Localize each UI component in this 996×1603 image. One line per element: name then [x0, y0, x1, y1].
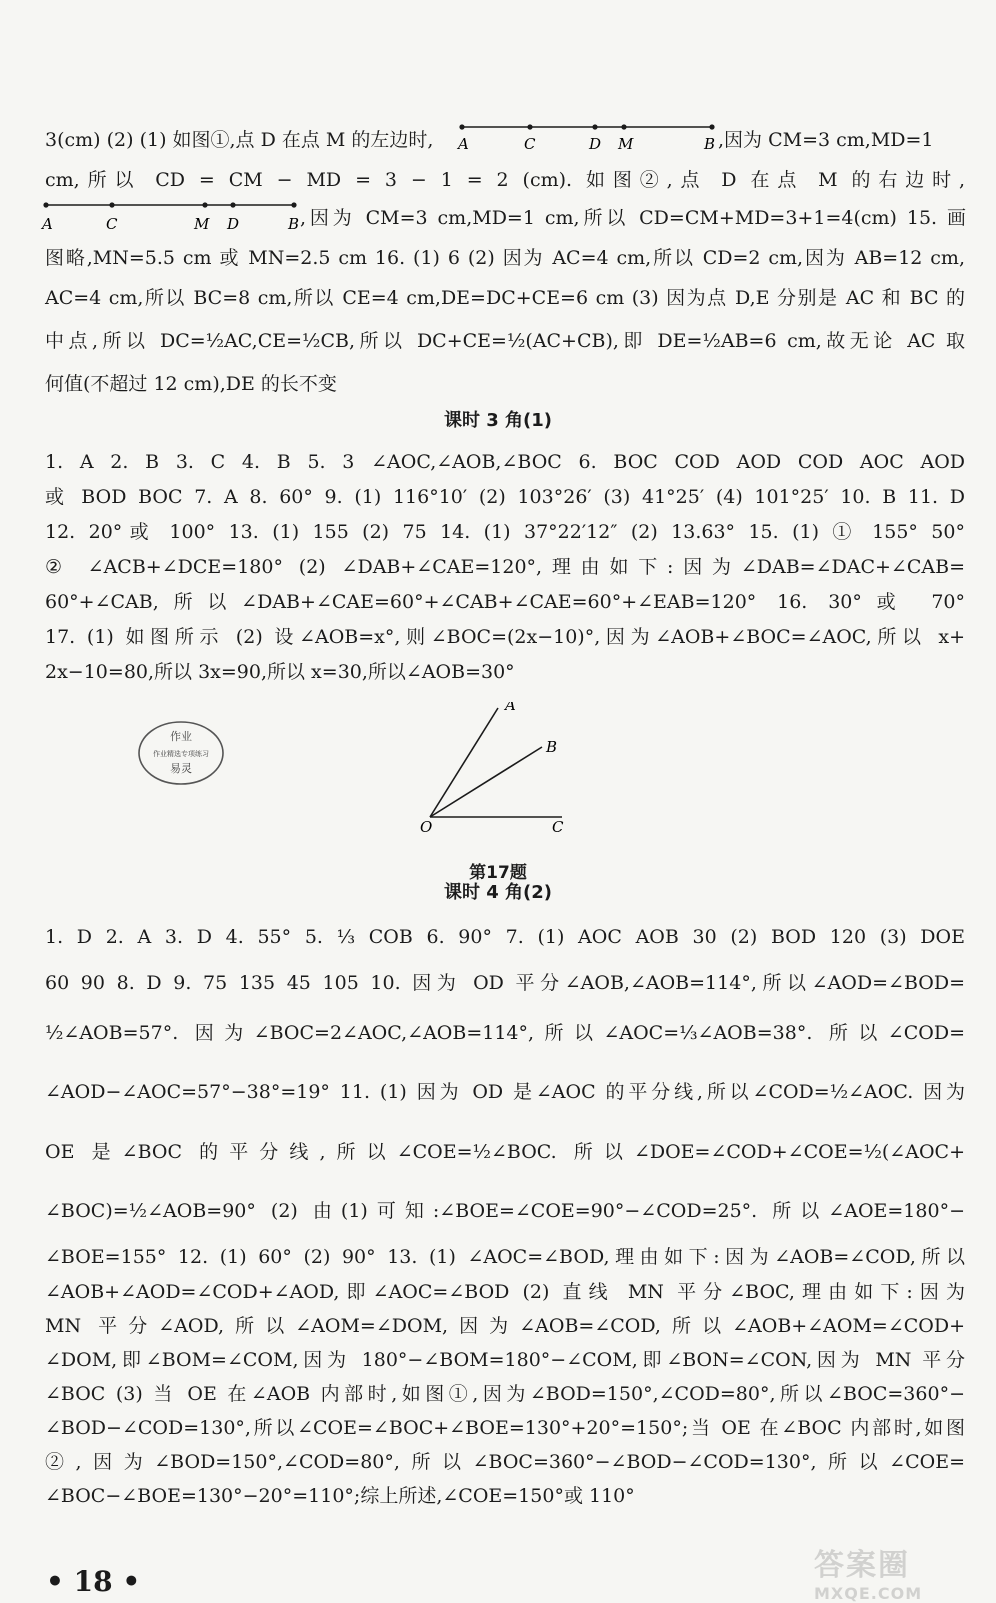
- figure-17-caption: 第17题: [469, 863, 527, 883]
- page-number: • 18 •: [46, 1565, 141, 1598]
- text-line-15: 1. D 2. A 3. D 4. 55° 5. ⅓ COB 6. 90° 7. (1) AOC AOB 30 (2) BOD 120 (3) DOE: [45, 926, 965, 948]
- watermark-logo: 答案圈 MXQE.COM: [814, 1548, 923, 1603]
- text-line-7: 何值(不超过 12 cm),DE 的长不变: [45, 373, 337, 395]
- text-line-17: ½∠AOB=57°. 因为∠BOC=2∠AOC,∠AOB=114°,所以∠AOC=⅓∠AOB=38°. 所以∠COD=: [45, 1022, 965, 1044]
- seg2-label-a: A: [42, 215, 53, 233]
- ray-ob: [430, 747, 542, 817]
- text-line-16: 60 90 8. D 9. 75 135 45 105 10. 因为 OD 平分∠AOB,∠AOB=114°,所以∠AOD=∠BOD=: [45, 972, 965, 994]
- text-line-1-head: 3(cm) (2) (1) 如图①,点 D 在点 M 的左边时,: [45, 129, 434, 151]
- fig17-label-o: O: [420, 818, 433, 836]
- text-line-18: ∠AOD−∠AOC=57°−38°=19° 11. (1) 因为 OD 是∠AOC 的平分线,所以∠COD=½∠AOC. 因为: [45, 1081, 965, 1103]
- seg2-label-d: D: [227, 215, 240, 233]
- text-line-21: ∠BOE=155° 12. (1) 60° (2) 90° 13. (1) ∠AOC=∠BOD,理由如下:因为∠AOB=∠COD,所以: [45, 1246, 965, 1268]
- text-line-10: 12. 20°或 100° 13. (1) 155 (2) 75 14. (1) 37°22′12″ (2) 13.63° 15. (1) ① 155° 50°: [45, 521, 965, 543]
- text-line-26: ∠BOD−∠COD=130°,所以∠COE=∠BOC+∠BOE=130°+20°=150°;当 OE 在∠BOC 内部时,如图: [45, 1417, 965, 1439]
- text-line-20: ∠BOC)=½∠AOB=90° (2) 由(1)可知:∠BOE=∠COE=90°−∠COD=25°. 所以∠AOE=180°−: [45, 1200, 965, 1222]
- fig17-label-c: C: [552, 818, 564, 836]
- fig17-label-a: A: [505, 702, 516, 714]
- text-line-1-tail: ,因为 CM=3 cm,MD=1: [718, 129, 934, 151]
- seg1-label-b: B: [704, 135, 716, 153]
- heading-lesson-3: 课时 3 角(1): [443, 410, 553, 431]
- text-line-19: OE 是∠BOC 的平分线,所以∠COE=½∠BOC. 所以∠DOE=∠COD+∠COE=½(∠AOC+: [45, 1141, 965, 1163]
- stamp-middle: 作业精选专项练习: [153, 750, 209, 758]
- text-line-9: 或 BOD BOC 7. A 8. 60° 9. (1) 116°10′ (2) 103°26′ (3) 41°25′ (4) 101°25′ 10. B 11. D: [45, 486, 965, 508]
- text-line-24: ∠DOM,即∠BOM=∠COM,因为 180°−∠BOM=180°−∠COM,即∠BON=∠CON,因为 MN 平分: [45, 1349, 965, 1371]
- text-line-28: ∠BOC−∠BOE=130°−20°=110°;综上所述,∠COE=150°或 110°: [45, 1485, 635, 1507]
- seg2-label-m: M: [194, 215, 210, 233]
- seg1-label-m: M: [618, 135, 634, 153]
- text-line-6: 中点,所以 DC=½AC,CE=½CB,所以 DC+CE=½(AC+CB),即 DE=½AB=6 cm,故无论 AC 取: [45, 330, 965, 352]
- text-line-4: 图略,MN=5.5 cm 或 MN=2.5 cm 16. (1) 6 (2) 因为 AC=4 cm,所以 CD=2 cm,因为 AB=12 cm,: [45, 247, 965, 269]
- text-line-12: 60°+∠CAB,所以∠DAB+∠CAE=60°+∠CAB+∠CAE=60°+∠EAB=120° 16. 30°或 70°: [45, 591, 965, 613]
- segment-figure-2: [42, 199, 302, 235]
- ray-oa: [430, 708, 498, 817]
- text-line-25: ∠BOC (3) 当 OE 在∠AOB 内部时,如图①,因为∠BOD=150°,∠COD=80°,所以∠BOC=360°−: [45, 1383, 965, 1405]
- text-line-2: cm,所以 CD = CM − MD = 3 − 1 = 2 (cm). 如图②,点 D 在点 M 的右边时,: [45, 169, 965, 191]
- text-line-23: MN 平分∠AOD,所以∠AOM=∠DOM,因为∠AOB=∠COD,所以∠AOB+∠AOM=∠COD+: [45, 1315, 965, 1337]
- seg1-label-c: C: [524, 135, 536, 153]
- stamp-bottom: 易灵: [170, 762, 192, 775]
- segment-figure-1: [458, 121, 718, 155]
- homework-stamp: [136, 718, 226, 792]
- seg2-label-b: B: [288, 215, 300, 233]
- text-line-13: 17. (1) 如图所示 (2) 设∠AOB=x°,则∠BOC=(2x−10)°,因为∠AOB+∠BOC=∠AOC,所以 x+: [45, 626, 965, 648]
- text-line-8: 1. A 2. B 3. C 4. B 5. 3 ∠AOC,∠AOB,∠BOC 6. BOC COD AOD COD AOC AOD: [45, 451, 965, 473]
- seg2-label-c: C: [106, 215, 118, 233]
- fig17-label-b: B: [546, 738, 558, 756]
- text-line-27: ②,因为∠BOD=150°,∠COD=80°,所以∠BOC=360°−∠BOD−∠COD=130°,所以∠COE=: [45, 1451, 965, 1473]
- seg1-label-d: D: [589, 135, 602, 153]
- angle-figure-17: [420, 702, 580, 841]
- text-line-3: ,因为 CM=3 cm,MD=1 cm,所以 CD=CM+MD=3+1=4(cm) 15. 画: [300, 207, 966, 229]
- heading-lesson-4: 课时 4 角(2): [443, 882, 553, 903]
- text-line-22: ∠AOB+∠AOD=∠COD+∠AOD,即∠AOC=∠BOD (2) 直线 MN 平分∠BOC,理由如下:因为: [45, 1281, 965, 1303]
- text-line-14: 2x−10=80,所以 3x=90,所以 x=30,所以∠AOB=30°: [45, 661, 515, 683]
- stamp-top: 作业: [170, 730, 192, 743]
- text-line-5: AC=4 cm,所以 BC=8 cm,所以 CE=4 cm,DE=DC+CE=6 cm (3) 因为点 D,E 分别是 AC 和 BC 的: [45, 287, 965, 309]
- seg1-label-a: A: [458, 135, 469, 153]
- text-line-11: ② ∠ACB+∠DCE=180° (2) ∠DAB+∠CAE=120°,理由如下:因为∠DAB=∠DAC+∠CAB=: [45, 556, 965, 578]
